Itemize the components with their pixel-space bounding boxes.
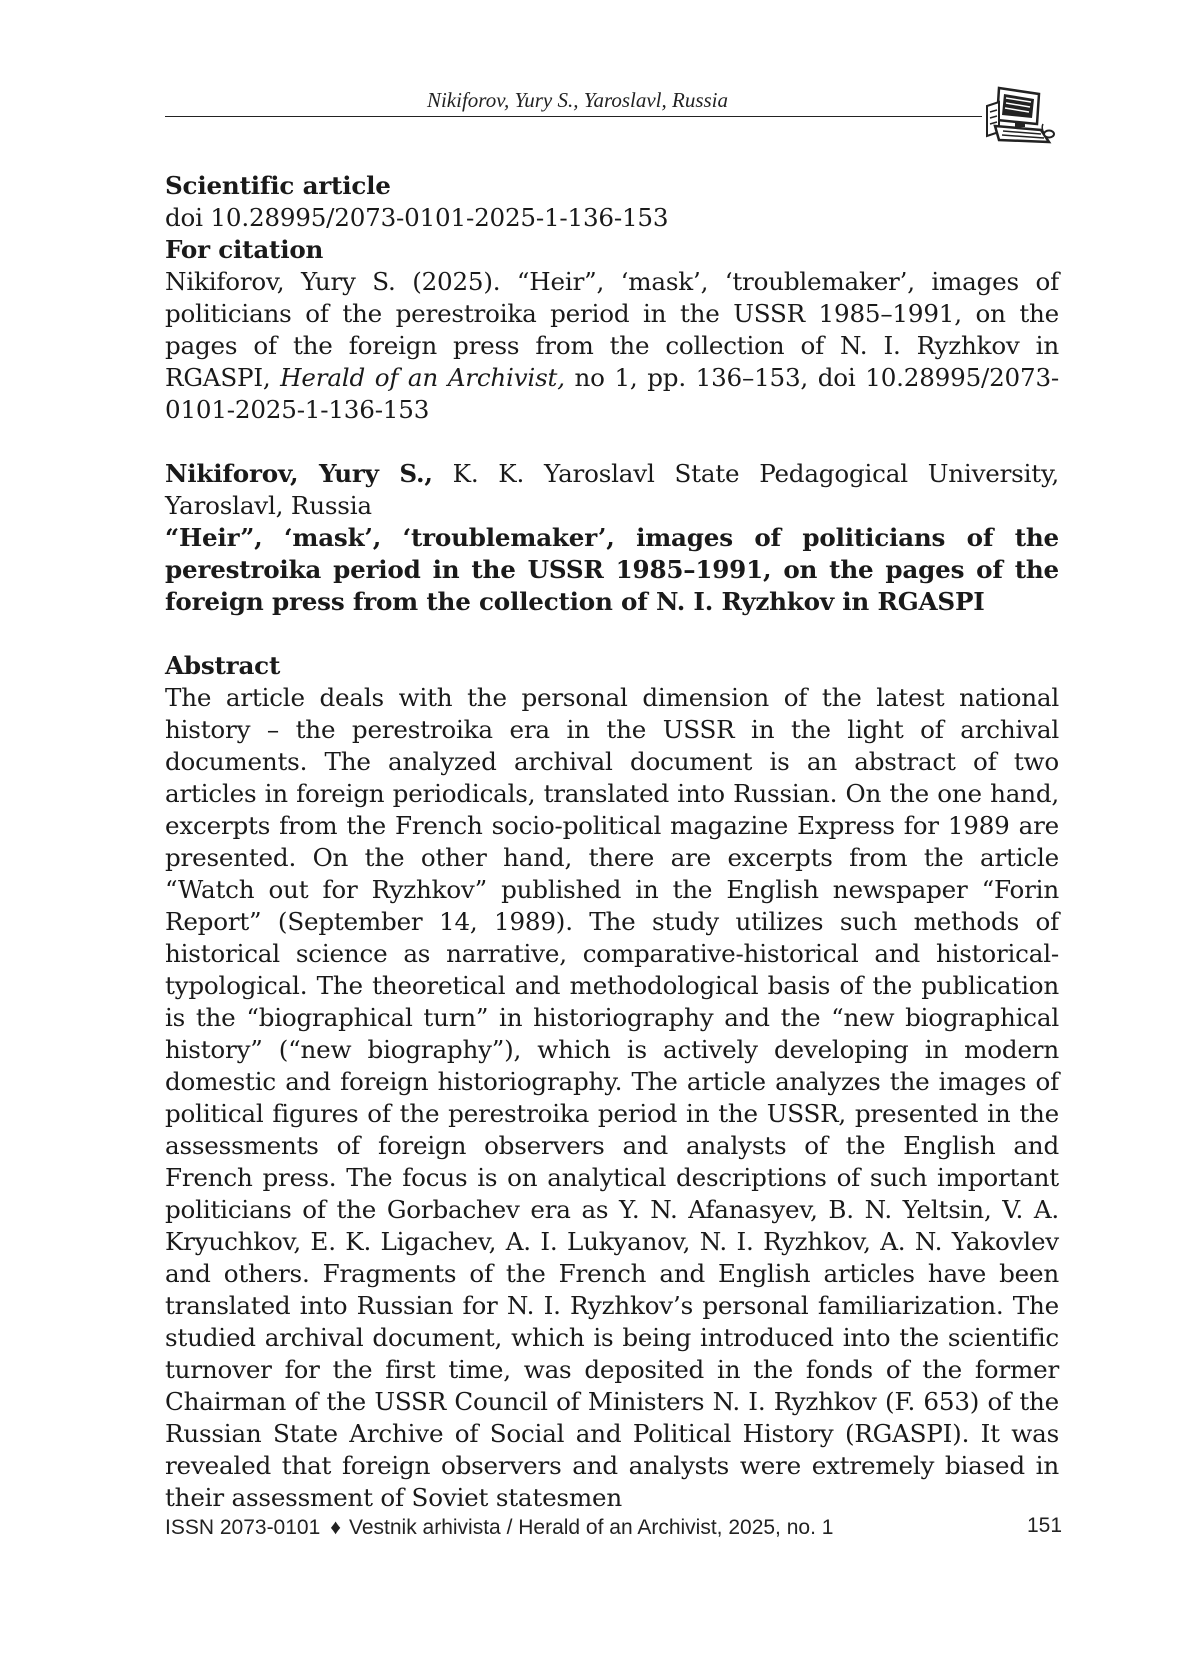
citation-text	[165, 266, 1059, 426]
page-number: 151	[1027, 1514, 1063, 1537]
footer-journal-line	[165, 1514, 833, 1542]
citation-heading: For citation	[165, 235, 324, 264]
spacer	[165, 426, 1059, 458]
abstract-text: The article deals with the personal dimension of the latest national history – the perestroika era in the USSR in the light of archival documents. The analyzed archival document is an abstract of two articles in foreign periodicals, translated into Russian. On the one hand, excerpts from the French socio-political magazine Express for 1989 are presented. On the other hand, there are excerpts from the article “Watch out for Ryzhkov” published in the English newspaper “Forin Report” (September 14, 1989). The study utilizes such methods of historical science as narrative, comparative-historical and historical-typological. The theoretical and methodological basis of the publication is the “biographical turn” in historiography and the “new biographical history” (“new biography”), which is actively developing in modern domestic and foreign historiography. The article analyzes the images of political figures of the perestroika period in the USSR, presented in the assessments of foreign observers and analysts of the English and French press. The focus is on analytical descriptions of such important politicians of the Gorbachev era as Y. N. Afanasyev, B. N. Yeltsin, V. A. Kryuchkov, E. K. Ligachev, A. I. Lukyanov, N. I. Ryzhkov, A. N. Yakovlev and others. Fragments of the French and English articles have been translated into Russian for N. I. Ryzhkov’s personal familiarization. The studied archival document, which is being introduced into the scientific turnover for the first time, was deposited in the fonds of the former Chairman of the USSR Council of Ministers N. I. Ryzhkov (F. 653) of the Russian State Archive of Social and Political History (RGASPI). It was revealed that foreign observers and analysts were extremely biased in their assessment of Soviet statesmen	[165, 683, 1059, 1512]
keyboard-shape	[995, 122, 1049, 142]
article-title: “Heir”, ‘mask’, ‘troublemaker’, images of politicians of the perestroika period in the USSR 1985–1991, on the pages of the foreign press from the collection of N. I. Ryzhkov in RGASPI	[165, 523, 1059, 616]
abstract-heading: Abstract	[165, 651, 281, 680]
spacer	[165, 618, 1059, 650]
footer-issn: ISSN 2073-0101	[165, 1516, 321, 1539]
monitor-shape	[997, 88, 1039, 124]
diamond-icon: ♦	[330, 1516, 341, 1539]
citation-journal: Herald of an Archivist,	[280, 363, 565, 392]
mouse-shape	[1042, 124, 1054, 138]
citation-part-2: no 1, pp. 136–153, doi 10.28995/2073-0101-2025-1-136-153	[165, 363, 1060, 424]
computer-icon	[985, 84, 1057, 148]
article-type: Scientific article	[165, 171, 391, 200]
author-affiliation: K. K. Yaroslavl State Pedagogical University, Yaroslavl, Russia	[165, 459, 1059, 520]
citation-part-1: Nikiforov, Yury S. (2025). “Heir”, ‘mask’, ‘troublemaker’, images of politicians of the perestroika period in the USSR 1985–1991, on the pages of the foreign press from the collection of N. I. Ryzhkov in RGASPI,	[165, 267, 1059, 392]
article-content	[165, 170, 1059, 1514]
running-head: Nikiforov, Yury S., Yaroslavl, Russia	[426, 88, 729, 112]
footer-journal: Vestnik arhivista / Herald of an Archivist, 2025, no. 1	[349, 1516, 834, 1539]
author-name: Nikiforov, Yury S.,	[165, 459, 433, 488]
header-rule	[165, 116, 982, 117]
doi-line: doi 10.28995/2073-0101-2025-1-136-153	[165, 203, 669, 232]
author-line	[165, 458, 1059, 522]
